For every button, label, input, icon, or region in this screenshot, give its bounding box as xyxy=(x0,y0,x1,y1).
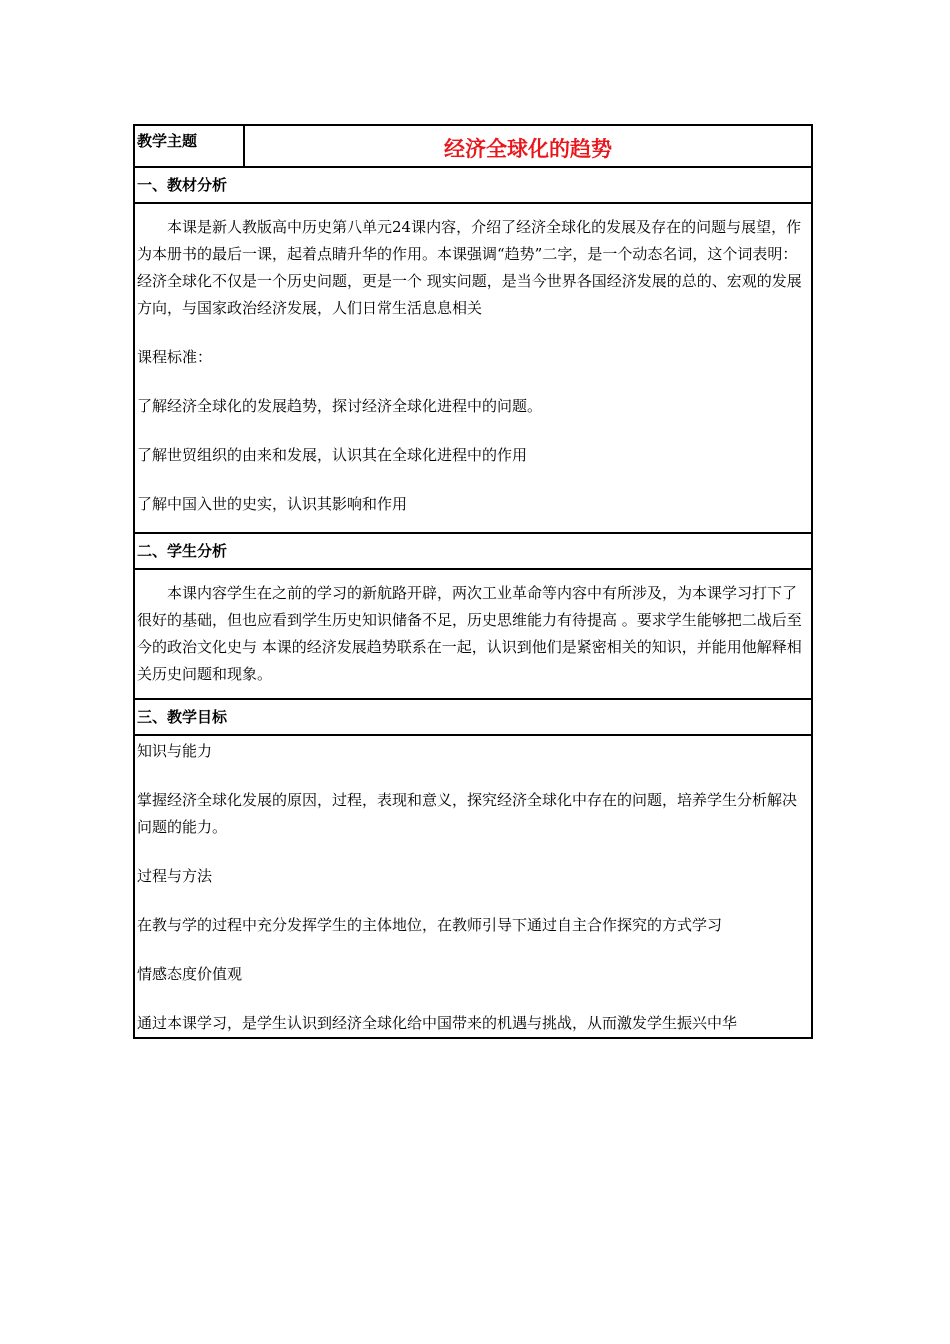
section-heading-teaching-goals: 三、教学目标 xyxy=(135,698,811,734)
section-body-textbook-analysis xyxy=(135,202,811,532)
standard-item-2: 了解世贸组织的由来和发展，认识其在全球化进程中的作用 xyxy=(137,446,528,464)
textbook-analysis-paragraph: 本课是新人教版高中历史第八单元24课内容，介绍了经济全球化的发展及存在的问题与展望，作为本册书的最后一课，起着点睛升华的作用。本课强调“趋势”二字，是一个动态名词，这个词表明：经济全球化不仅是一个历史问题，更是一个 现实问题，是当今世界各国经济发展的总的、宏观的发展方向，与国家政治经济发展，人们日常生活息息相关 xyxy=(137,218,802,317)
course-standards-label: 课程标准： xyxy=(137,348,213,366)
section-body-teaching-goals xyxy=(135,734,811,1037)
section-body-student-analysis xyxy=(135,568,811,698)
standard-item-3: 了解中国入世的史实，认识其影响和作用 xyxy=(137,495,408,513)
student-analysis-paragraph: 本课内容学生在之前的学习的新航路开辟，两次工业革命等内容中有所涉及，为本课学习打下了很好的基础，但也应看到学生历史知识储备不足，历史思维能力有待提高 。要求学生能够把二战后至今的政治文化史与 本课的经济发展趋势联系在一起，认识到他们是紧密相关的知识，并能用他解释相关历史问题和现象。 xyxy=(137,584,802,683)
emotion-values-text: 通过本课学习，是学生认识到经济全球化给中国带来的机遇与挑战，从而激发学生振兴中华 xyxy=(137,1014,738,1032)
emotion-values-label: 情感态度价值观 xyxy=(137,965,243,983)
process-method-label: 过程与方法 xyxy=(137,867,213,885)
title-row xyxy=(135,126,811,166)
knowledge-ability-text: 掌握经济全球化发展的原因，过程，表现和意义，探究经济全球化中存在的问题，培养学生分析解决问题的能力。 xyxy=(137,791,798,836)
standard-item-1: 了解经济全球化的发展趋势，探讨经济全球化进程中的问题。 xyxy=(137,397,543,415)
process-method-text: 在教与学的过程中充分发挥学生的主体地位，在教师引导下通过自主合作探究的方式学习 xyxy=(137,916,723,934)
knowledge-ability-label: 知识与能力 xyxy=(137,742,213,760)
section-heading-textbook-analysis: 一、教材分析 xyxy=(135,166,811,202)
topic-label: 教学主题 xyxy=(135,126,245,166)
lesson-plan-table xyxy=(133,124,813,1039)
section-heading-student-analysis: 二、学生分析 xyxy=(135,532,811,568)
lesson-title: 经济全球化的趋势 xyxy=(444,137,612,161)
